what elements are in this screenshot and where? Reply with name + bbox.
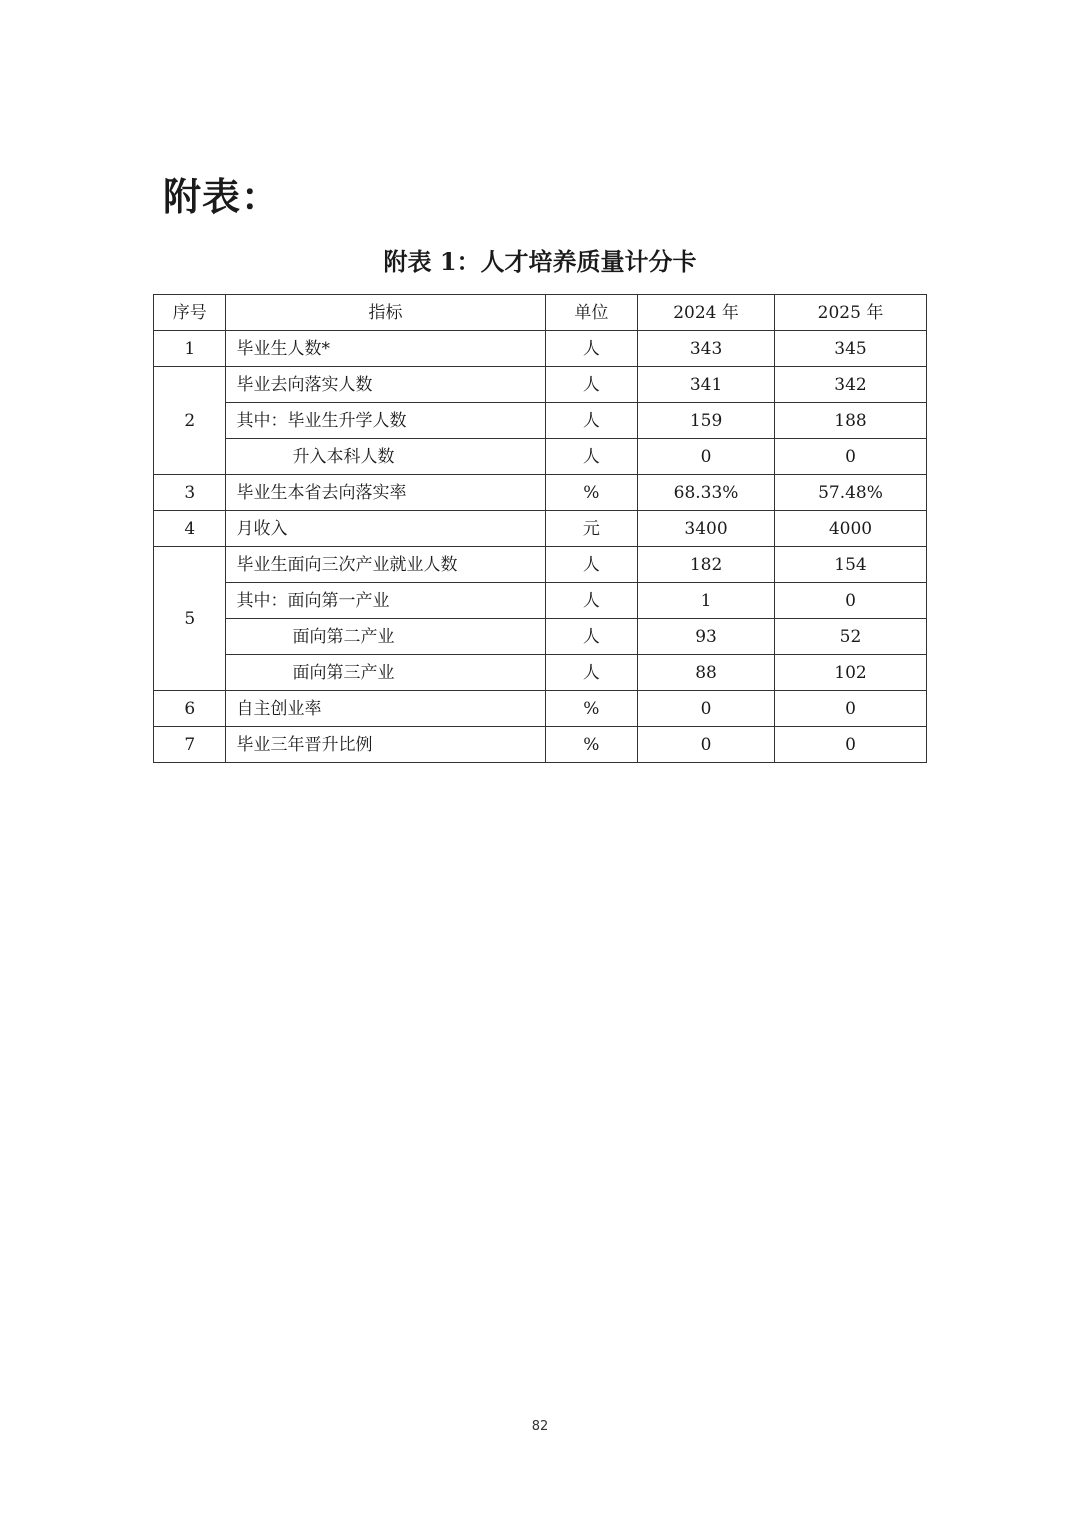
header-unit: 单位 [545,295,638,331]
table-title: 附表 1：人才培养质量计分卡 [383,247,697,276]
row-no: 6 [154,691,226,727]
row-value-2024: 1 [638,583,775,619]
row-value-2024: 341 [638,367,775,403]
row-no: 2 [154,367,226,475]
row-value-2024: 182 [638,547,775,583]
table-row [154,727,927,763]
row-indicator: 毕业生人数* [226,331,545,367]
header-indicator: 指标 [226,295,545,331]
table-row [154,511,927,547]
row-value-2025: 102 [775,655,927,691]
row-no: 1 [154,331,226,367]
table-row [154,655,927,691]
row-unit: 人 [545,547,638,583]
row-indicator: 毕业去向落实人数 [226,367,545,403]
row-value-2024: 3400 [638,511,775,547]
page-heading: 附表： [163,175,281,219]
page-number: 82 [531,1419,549,1434]
header-no: 序号 [154,295,226,331]
row-indicator: 升入本科人数 [226,439,545,475]
row-value-2024: 0 [638,439,775,475]
talent-quality-scorecard-table [153,294,927,763]
header-year-2025: 2025 年 [775,295,927,331]
row-value-2024: 93 [638,619,775,655]
row-indicator: 自主创业率 [226,691,545,727]
row-value-2025: 52 [775,619,927,655]
row-value-2025: 188 [775,403,927,439]
table-row [154,403,927,439]
table-row [154,547,927,583]
row-value-2025: 345 [775,331,927,367]
row-value-2025: 4000 [775,511,927,547]
table-header-row [154,295,927,331]
row-value-2024: 0 [638,727,775,763]
row-value-2024: 343 [638,331,775,367]
row-value-2025: 0 [775,583,927,619]
row-value-2025: 0 [775,439,927,475]
row-value-2025: 0 [775,727,927,763]
row-indicator: 其中：面向第一产业 [226,583,545,619]
row-unit: 人 [545,655,638,691]
row-indicator: 月收入 [226,511,545,547]
row-unit: 人 [545,367,638,403]
row-indicator: 毕业生本省去向落实率 [226,475,545,511]
row-no: 3 [154,475,226,511]
row-value-2025: 342 [775,367,927,403]
row-no: 4 [154,511,226,547]
row-unit: 人 [545,439,638,475]
row-unit: 人 [545,619,638,655]
row-unit: 人 [545,583,638,619]
row-indicator: 其中：毕业生升学人数 [226,403,545,439]
row-value-2025: 0 [775,691,927,727]
row-unit: % [545,691,638,727]
table-row [154,619,927,655]
header-year-2024: 2024 年 [638,295,775,331]
row-value-2025: 57.48% [775,475,927,511]
row-value-2024: 68.33% [638,475,775,511]
row-indicator: 毕业生面向三次产业就业人数 [226,547,545,583]
row-value-2024: 0 [638,691,775,727]
row-indicator: 面向第二产业 [226,619,545,655]
row-indicator: 毕业三年晋升比例 [226,727,545,763]
table-row [154,475,927,511]
row-no: 7 [154,727,226,763]
row-unit: 人 [545,331,638,367]
table-row [154,439,927,475]
table-row [154,331,927,367]
row-indicator: 面向第三产业 [226,655,545,691]
row-value-2024: 88 [638,655,775,691]
row-unit: % [545,727,638,763]
row-value-2025: 154 [775,547,927,583]
table-row [154,583,927,619]
table-row [154,367,927,403]
row-unit: 元 [545,511,638,547]
row-no: 5 [154,547,226,691]
row-unit: % [545,475,638,511]
table-row [154,691,927,727]
row-value-2024: 159 [638,403,775,439]
row-unit: 人 [545,403,638,439]
